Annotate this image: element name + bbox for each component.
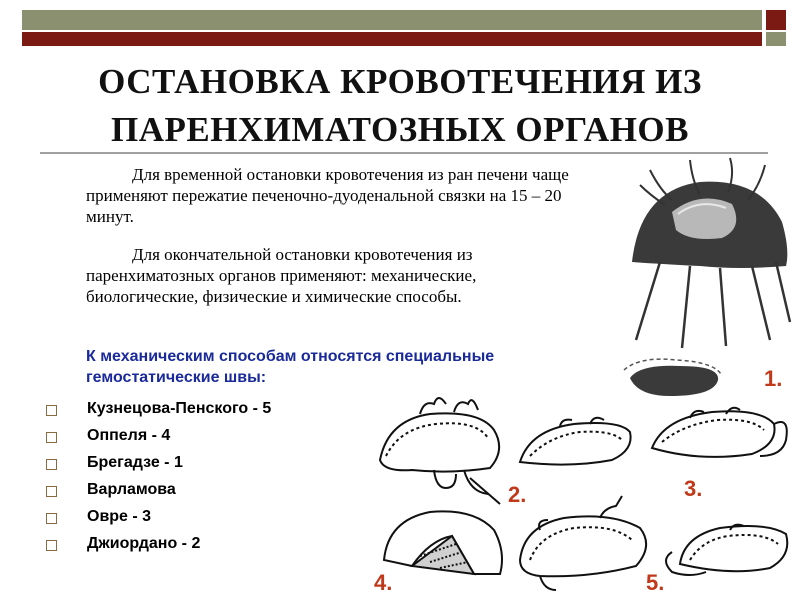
- figure-1-liver-sutures: [624, 158, 790, 396]
- paragraph-final-hemostasis: Для окончательной остановки кровотечения из паренхиматозных органов применяют: механические, биологические, физические и химические способы.: [86, 245, 477, 306]
- mechanical-methods-heading: К механическим способам относятся специальные гемостатические швы:: [86, 348, 495, 386]
- figure-3b-suture: [652, 408, 787, 457]
- list-item: Оппеля - 4: [46, 427, 271, 454]
- figure-label-5: 5.: [646, 570, 665, 595]
- list-item: Брегадзе - 1: [46, 454, 271, 481]
- list-item: Джиордано - 2: [46, 535, 271, 562]
- title-line-1: ОСТАНОВКА КРОВОТЕЧЕНИЯ ИЗ: [98, 62, 702, 101]
- list-item: Варламова: [46, 481, 271, 508]
- figure-3a-suture: [520, 418, 631, 465]
- list-item: Кузнецова-Пенского - 5: [46, 400, 271, 427]
- figure-label-1: 1.: [764, 366, 783, 391]
- figure-label-2: 2.: [508, 482, 527, 507]
- title-line-2: ПАРЕНХИМАТОЗНЫХ ОРГАНОВ: [110, 110, 689, 149]
- figure-5-suture: [520, 496, 646, 590]
- figure-6-suture: [666, 525, 787, 575]
- figure-2-suture: [380, 398, 500, 504]
- paragraph-temporary-hemostasis: Для временной остановки кровотечения из ран печени чаще применяют пережатие печеночно-дуоденальной связки на 15 – 20 минут.: [86, 165, 569, 226]
- figure-label-4: 4.: [374, 570, 393, 595]
- figure-4-suture: [384, 511, 502, 574]
- figure-label-3: 3.: [684, 476, 703, 501]
- list-item: Овре - 3: [46, 508, 271, 535]
